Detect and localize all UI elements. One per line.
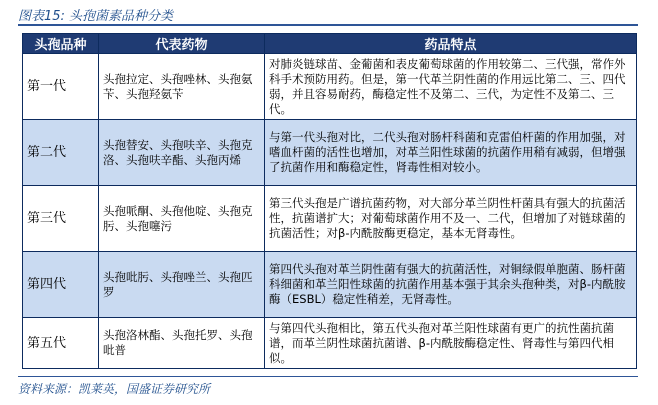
column-header-drugs: 代表药物 xyxy=(99,34,265,54)
figure-title: 图表15: 头孢菌素品种分类 xyxy=(18,9,174,24)
table-row xyxy=(23,252,637,318)
cephalosporin-table xyxy=(22,33,637,369)
generation-cell: 第一代 xyxy=(23,54,99,120)
drugs-cell: 头孢替安、头孢呋辛、头孢克洛、头孢呋辛酯、头孢丙烯 xyxy=(99,120,265,186)
title-divider xyxy=(18,24,638,26)
drugs-cell: 头孢哌酮、头孢他啶、头孢克肟、头孢噻污 xyxy=(99,186,265,252)
features-cell: 与第一代头孢对比，二代头孢对肠杆科菌和克雷伯杆菌的作用加强，对 嗜血杆菌的活性也增加，对革兰阳性球菌的抗菌作用稍有减弱，但增强 了抗菌作用和酶稳定性，肾毒性相对较小。 xyxy=(265,120,637,186)
generation-cell: 第二代 xyxy=(23,120,99,186)
column-header-generation: 头孢品种 xyxy=(23,34,99,54)
features-cell: 对肺炎链球苗、金葡菌和表皮葡萄球菌的作用较第二、三代强，常作外科手术预防用药。但是，第一代革兰阴性菌的作用远比第二、三、四代弱，并且容易耐药，酶稳定性不及第二、三代，为定性不及第二、三代。 xyxy=(265,54,637,120)
generation-cell: 第五代 xyxy=(23,318,99,369)
table-row xyxy=(23,120,637,186)
table-row xyxy=(23,186,637,252)
features-cell: 第四代头孢对革兰阴性菌有强大的抗菌活性，对铜绿假单胞菌、肠杆菌科细菌和革兰阳性球菌的抗菌作用基本强于其余头孢种类，对β-内酰胺酶（ESBL）稳定性稍差，无肾毒性。 xyxy=(265,252,637,318)
drugs-cell: 头孢拉定、头孢唑林、头孢氨苄、头孢羟氨苄 xyxy=(99,54,265,120)
generation-cell: 第四代 xyxy=(23,252,99,318)
table-row xyxy=(23,54,637,120)
source-note: 资料来源：凯莱英，国盛证券研究所 xyxy=(18,382,211,396)
generation-cell: 第三代 xyxy=(23,186,99,252)
drugs-cell: 头孢吡肟、头孢唑兰、头孢匹罗 xyxy=(99,252,265,318)
column-header-features: 药品特点 xyxy=(265,34,637,54)
table-row xyxy=(23,318,637,369)
footer-divider xyxy=(18,376,638,377)
features-cell: 第三代头孢是广谱抗菌药物，对大部分革兰阴性杆菌具有强大的抗菌活性，抗菌谱扩大；对葡萄球菌作用不及一、二代，但增加了对链球菌的抗菌活性；对β-内酰胺酶更稳定，基本无肾毒性。 xyxy=(265,186,637,252)
features-cell: 与第四代头孢相比，第五代头孢对革兰阳性球菌有更广的抗性菌抗菌谱，而革兰阴性球菌抗菌谱、β-内酰胺酶稳定性、肾毒性与第四代相似。 xyxy=(265,318,637,369)
drugs-cell: 头孢洛林酯、头孢托罗、头孢吡普 xyxy=(99,318,265,369)
table-header-row xyxy=(23,34,637,54)
